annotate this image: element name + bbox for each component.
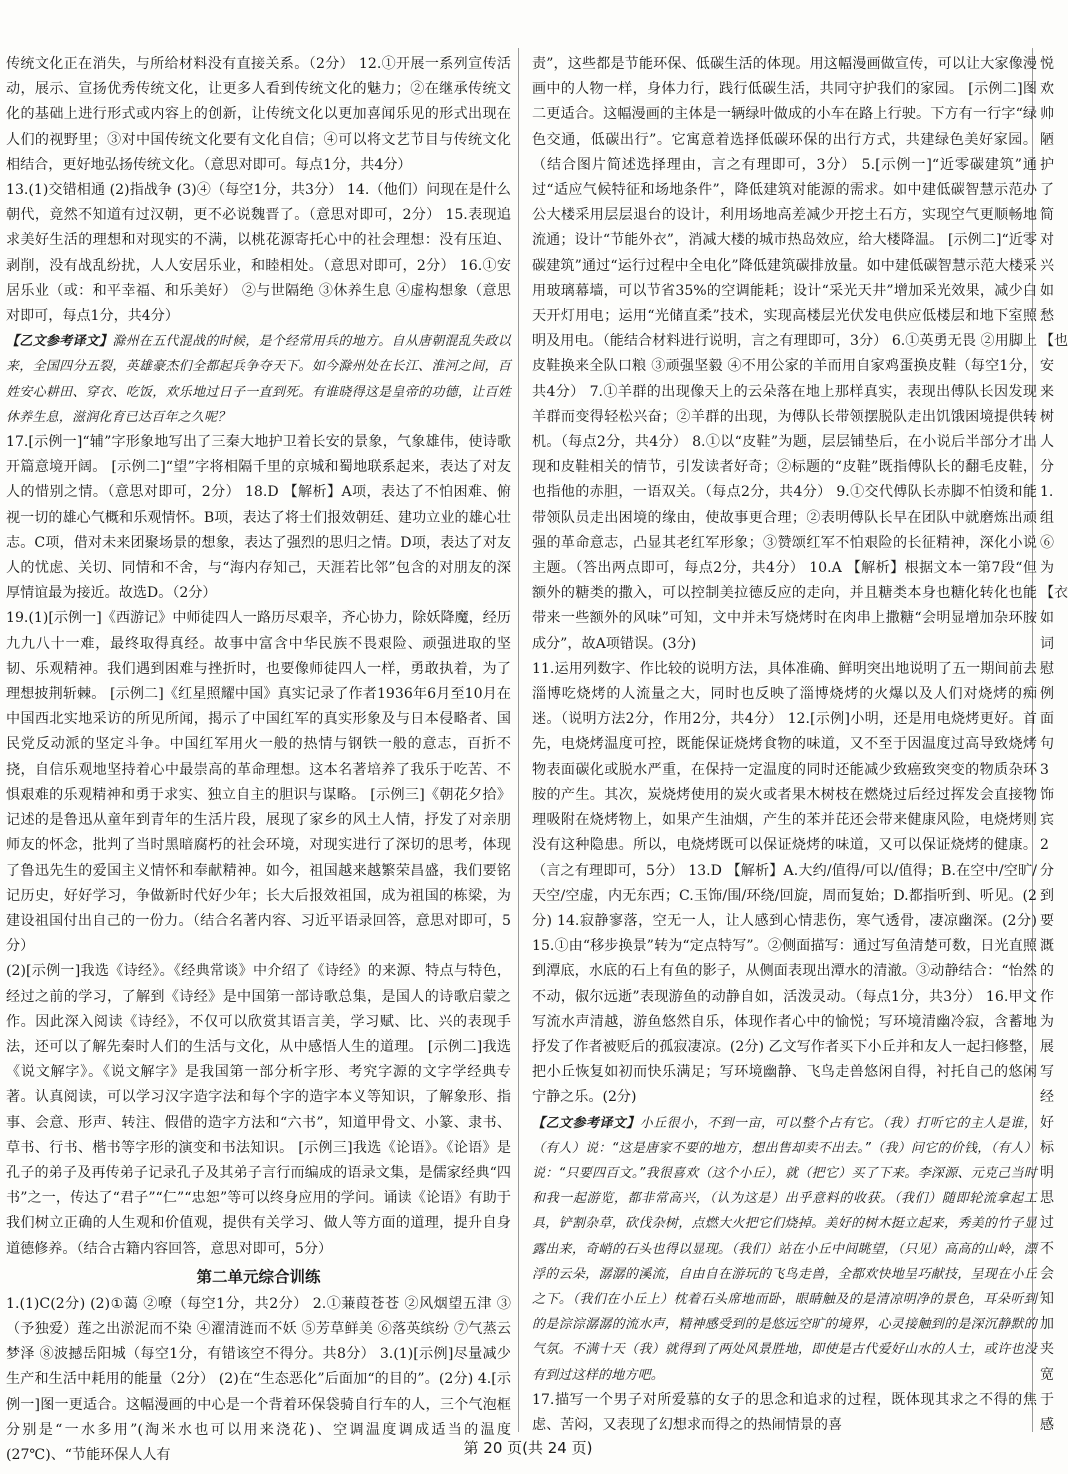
translation-tag: 【乙文参考译文】	[6, 334, 113, 350]
answer-block: 17.[示例一]“辅”字形象地写出了三秦大地护卫着长安的景象，气象雄伟，使诗歌开篇意境开阔。 [示例二]“望”字将相隔千里的京城和蜀地联系起来，表达了对友人的惜别之情。（意思对即可，2分） 18.D 【解析】A项，表达了不怕困难、俯视一切的雄心气概和乐观情怀。B项，表达了将士们报效朝廷、建功立业的雄心壮志。C项，借对未来团聚场景的想象，表达了强烈的思归之情。D项，表达了对友人的忧虑、关切、同情和不舍，与“海内存知己，天涯若比邻”包含的对朋友的深厚情谊最为接近。故选D。（2分）	[6, 434, 511, 602]
answer-block: 17.描写一个男子对所爱慕的女子的思念和追求的过程，既体现其求之不得的焦虑、苦闷，又表现了幻想求而得之的热闹情景的喜	[532, 1391, 1037, 1433]
translation-text: 滁州在五代混战的时候，是个经常用兵的地方。自从唐朝混乱失政以来，全国四分五裂，英雄豪杰们全都起兵争夺天下。如今滁州处在长江、淮河之间，百姓安心耕田、穿衣、吃饭，欢乐地过日子一直到死。有谁晓得这是皇帝的功德，让百姓休养生息，滋润化育已达百年之久呢？	[6, 334, 511, 425]
left-column	[6, 52, 511, 1463]
cut-off-column: 悦欢帅陋护了简对兴如愁【也安来树人分1.组⑥为【衣如词慰例面句3饰宾2分到要溉的作为展写经好标明思过不会知加夹宽于感	[1040, 56, 1068, 1433]
translation-tag: 【乙文参考译文】	[532, 1115, 640, 1131]
right-column	[532, 52, 1037, 1433]
answer-block: 传统文化正在消失，与所给材料没有直接关系。（2分） 12.①开展一系列宣传活动，展示、宣扬优秀传统文化，让更多人看到传统文化的魅力；②在继承传统文化的基础上进行形式或内容上的创新，让传统文化以更加喜闻乐见的形式出现在人们的视野里；③对中国传统文化要有文化自信；④可以将文艺节目与传统文化相结合，更好地弘扬传统文化。（意思对即可。每点1分，共4分）	[6, 56, 511, 173]
answer-block: 责”，这些都是节能环保、低碳生活的体现。用这幅漫画做宣传，可以让大家像漫画中的人物一样，身体力行，践行低碳生活，共同守护我们的家园。 [示例二]图二更适合。这幅漫画的主体是一辆绿叶做成的小车在路上行驶。下方有一行字“绿色交通，低碳出行”。它寓意着选择低碳环保的出行方式，共建绿色美好家园。（结合图片简述选择理由，言之有理即可，3分） 5.[示例一]“近零碳建筑”通过“适应气候特征和场地条件”，降低建筑对能源的需求。如中建低碳智慧示范办公大楼采用层层退台的设计，利用场地高差减少开挖土石方，实现空气更顺畅地流通；设计“节能外衣”，消减大楼的城市热岛效应，给大楼降温。 [示例二]“近零碳建筑”通过“运行过程中全电化”降低建筑碳排放量。如中建低碳智慧示范大楼采用玻璃幕墙，可以节省35%的空调能耗；设计“采光天井”增加采光效果，减少白天开灯用电；运用“光储直柔”技术，实现高楼层光伏发电供应低楼层和地下室照明及用电。（能结合材料进行说明，言之有理即可，3分） 6.①英勇无畏 ②用脚上皮鞋换来全队口粮 ③顽强坚毅 ④不用公家的羊而用自家鸡蛋换皮鞋（每空1分，共4分） 7.①羊群的出现像天上的云朵落在地上那样真实，表现出傅队长因发现羊群而变得轻松兴奋；②羊群的出现，为傅队长带领摆脱队走出饥饿困境提供转机。（每点2分，共4分） 8.①以“皮鞋”为题，层层铺垫后，在小说后半部分才出现和皮鞋相关的情节，引发读者好奇；②标题的“皮鞋”既指傅队长的翻毛皮鞋，也指他的赤胆，一语双关。（每点2分，共4分） 9.①交代傅队长赤脚不怕烫和能带领队员走出困境的缘由，使故事更合理；②表明傅队长早在团队中就磨炼出顽强的革命意志，凸显其老红军形象；③赞颂红军不怕艰险的长征精神，深化小说主题。（答出两点即可，每点2分，共4分） 10.A 【解析】根据文本一第7段“但额外的糖类的撒入，可以控制美拉德反应的走向，并且糖类本身也糖化转化也能带来一些额外的风味”可知，文中并未写烧烤时在肉串上撒糖“会明显增加杂环胺成分”，故A项错误。(3分)	[532, 56, 1037, 652]
translation-block	[6, 329, 511, 430]
translation-text: 小丘很小，不到一亩，可以整个占有它。（我）打听它的主人是谁，（有人）说：“这是唐家不要的地方，想出售却卖不出去。”（我）问它的价钱，（有人）说：“只要四百文。”我很喜欢（这个小丘），就（把它）买了下来。李深源、元克己当时和我一起游览，都非常高兴，（认为这是）出乎意料的收获。（我们）随即轮流拿起工具，铲割杂草，砍伐杂树，点燃大火把它们烧掉。美好的树木挺立起来，秀美的竹子显露出来，奇峭的石头也得以显现。（我们）站在小丘中间眺望，（只见）高高的山岭，漂浮的云朵，潺潺的溪流，自由自在游玩的飞鸟走兽，全都欢快地呈巧献技，呈现在小丘之下。（我们在小丘上）枕着石头席地而卧，眼睛触及的是清凉明净的景色，耳朵听到的是淙淙潺潺的流水声，精神感受到的是悠远空旷的境界，心灵接触到的是深沉静默的气氛。不满十天（我）就得到了两处风景胜地，即使是古代爱好山水的人士，或许也没有到过这样的地方吧。	[532, 1115, 1037, 1383]
answer-block: 1.(1)C(2分) (2)①蔼 ②嘹（每空1分，共2分） 2.①蒹葭苍苍 ②风烟望五津 ③（予独爱）莲之出淤泥而不染 ④濯清涟而不妖 ⑤芳草鲜美 ⑥落英缤纷 ⑦气蒸云梦泽 ⑧波撼岳阳城（每空1分，有错该空不得分。共8分） 3.(1)[示例]尽量减少生产和生活中耗用的能量（2分） (2)在“生态恶化”后面加“的目的”。(2分) 4.[示例一]图一更适合。这幅漫画的中心是一个背着环保袋骑自行车的人，三个气泡框分别是“一水多用”(淘米水也可以用来浇花)、空调温度调成适当的温度(27℃)、“节能环保人人有	[6, 1295, 511, 1463]
answer-block: (2)[示例一]我选《诗经》。《经典常谈》中介绍了《诗经》的来源、特点与特色，经过之前的学习，了解到《诗经》是中国第一部诗歌总集，是国人的诗歌启蒙之作。因此深入阅读《诗经》，不仅可以欣赏其语言美，学习赋、比、兴的表现手法，还可以了解先秦时人们的生活与文化，从中感悟人生的道理。 [示例二]我选《说文解字》。《说文解字》是我国第一部分析字形、考究字源的文字学经典专著。认真阅读，可以学习汉字造字法和每个字的造字本义等知识，了解象形、指事、会意、形声、转注、假借的造字方法和“六书”，知道甲骨文、小篆、隶书、草书、行书、楷书等字形的演变和书法知识。 [示例三]我选《论语》。《论语》是孔子的弟子及再传弟子记录孔子及其弟子言行而编成的语录文集，是儒家经典“四书”之一，传达了“君子”“仁”“忠恕”等可以终身应用的学问。诵读《论语》有助于我们树立正确的人生观和价值观，提供有关学习、做人等方面的道理，提升自身道德修养。（结合古籍内容回答，意思对即可，5分）	[6, 963, 511, 1257]
answer-block: 19.(1)[示例一]《西游记》中师徒四人一路历尽艰辛，齐心协力，除妖降魔，经历九九八十一难，最终取得真经。故事中富含中华民族不畏艰险、顽强进取的坚韧、乐观精神。我们遇到困难与挫折时，也要像师徒四人一样，勇敢执着，为了理想披荆斩棘。 [示例二]《红星照耀中国》真实记录了作者1936年6月至10月在中国西北实地采访的所见所闻，揭示了中国红军的真实形象及与日本侵略者、国民党反动派的坚定斗争。中国红军用火一般的热情与钢铁一般的意志，百折不挠，自信乐观地坚持着心中最崇高的革命理想。这本名著培养了我乐于吃苦、不惧艰难的乐观精神和勇于求实、独立自主的胆识与谋略。 [示例三]《朝花夕拾》记述的是鲁迅从童年到青年的生活片段，展现了家乡的风土人情，抒发了对亲朋师友的怀念，批判了当时黑暗腐朽的社会环境，对现实进行了深切的思考，体现了鲁迅先生的爱国主义情怀和奉献精神。如今，祖国越来越繁荣昌盛，我们要铭记历史，好好学习，争做新时代好少年；长大后报效祖国，成为祖国的栋梁，为建设祖国付出自己的一份力。（结合名著内容、习近平语录回答，意思对即可，5分）	[6, 610, 511, 955]
answer-block: 13.(1)交错相通 (2)指战争 (3)④（每空1分，共3分） 14.（他们）问现在是什么朝代，竟然不知道有过汉朝，更不必说魏晋了。（意思对即可，2分） 15.表现追求美好生活的理想和对现实的不满，以桃花源寄托心中的社会理想：没有压迫、剥削，没有战乱纷扰，人人安居乐业，和睦相处。（意思对即可，2分） 16.①安居乐业（或：和平幸福、和乐美好） ②与世隔绝 ③休养生息 ④虚构想象（意思对即可，每点1分，共4分）	[6, 182, 511, 325]
page-number: 第 20 页(共 24 页)	[463, 1439, 593, 1457]
answer-block: 11.运用列数字、作比较的说明方法，具体准确、鲜明突出地说明了五一期间前去淄博吃烧烤的人流量之大，同时也反映了淄博烧烤的火爆以及人们对烧烤的痴迷。（说明方法2分，作用2分，共4分） 12.[示例]小明，还是用电烧烤更好。首先，电烧烤温度可控，既能保证烧烤食物的味道，又不至于因温度过高导致烧烤物表面碳化或脱水严重，在保持一定温度的同时还能减少致癌致突变的物质杂环胺的产生。其次，炭烧烤使用的炭火或者果木树枝在燃烧过后经过挥发会直接物理吸附在烧烤物上，如果产生油烟，产生的苯并芘还会带来健康风险，电烧烤则没有这种隐患。所以，电烧烤既可以保证烧烤的味道，又可以保证烧烤的健康。（言之有理即可，5分） 13.D 【解析】A.大约/值得/可以/值得；B.在空中/空旷/天空/空虚，内无东西；C.玉饰/围/环绕/回旋，周而复始；D.都指听到、听见。(2分) 14.寂静寥落，空无一人，让人感到心情悲伤，寒气透骨，凄凉幽深。(2分) 15.①由“移步换景”转为“定点特写”。②侧面描写：通过写鱼清楚可数，日光直照到潭底，水底的石上有鱼的影子，从侧面表现出潭水的清澈。③动静结合：“怡然不动，俶尔远逝”表现游鱼的动静自如，活泼灵动。（每点1分，共3分） 16.甲文写流水声清越，游鱼悠然自乐，体现作者心中的愉悦；写环境清幽冷寂，含蓄地抒发了作者被贬后的孤寂凄凉。(2分) 乙文写作者买下小丘并和友人一起扫修整，把小丘恢复如初而快乐满足；写环境幽静、飞鸟走兽悠闲自得，衬托自己的悠闲宁静之乐。(2分)	[532, 660, 1037, 1106]
unit-title: 第二单元综合训练	[196, 1267, 321, 1286]
translation-block	[532, 1111, 1037, 1388]
column-divider	[518, 48, 519, 1432]
